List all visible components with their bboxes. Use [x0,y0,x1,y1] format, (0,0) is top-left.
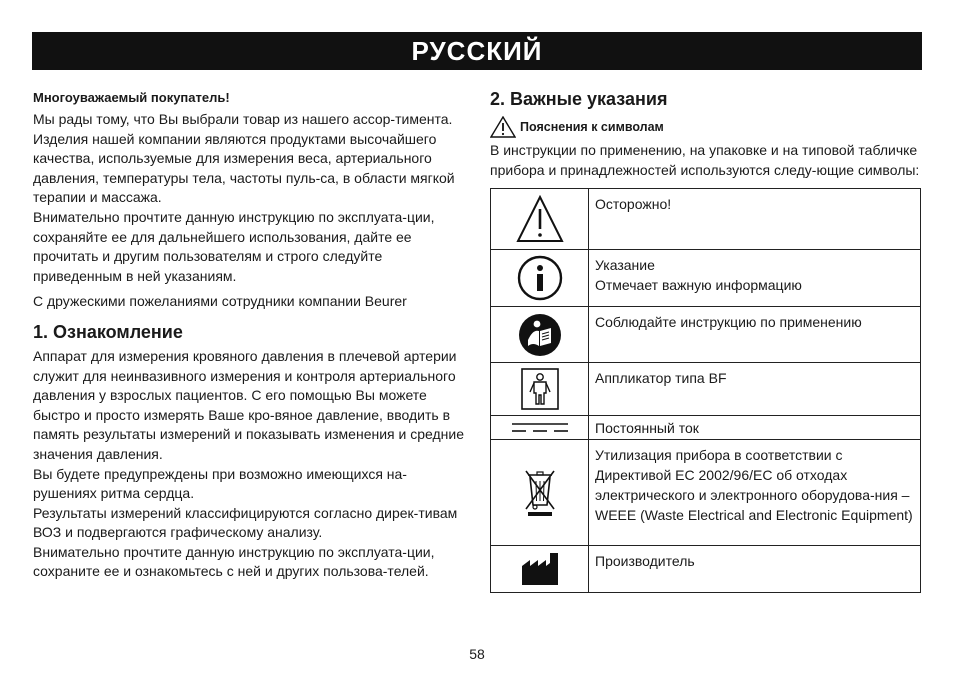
symbol-description [589,440,921,546]
symbol-follow-instructions-label: Соблюдайте инструкцию по применению [595,314,862,331]
table-row [491,546,921,593]
greeting: Многоуважаемый покупатель! [33,90,230,105]
table-row [491,416,921,440]
section-1-paragraph-4: Внимательно прочтите данную инструкцию по эксплуата-ции, сохраните ее и ознакомьтесь с ней и других пользова-телей. [33,543,435,580]
table-row [491,307,921,363]
language-header [32,32,922,70]
right-column [490,88,922,593]
table-row [491,250,921,307]
symbol-note-label: Указание [595,257,655,274]
symbol-cell [491,189,589,250]
symbol-cell [491,546,589,593]
symbol-cell [491,250,589,307]
page-number: 58 [469,646,485,662]
symbol-cell [491,440,589,546]
symbol-description [589,416,921,440]
intro-paragraph-2: Внимательно прочтите данную инструкцию по эксплуата-ции, сохраняйте ее для дальнейшего использования, дайте ее прочитать и другим пользователям и строго следуйте приведенным в ней указаниям. [33,208,435,284]
symbol-description [589,250,921,307]
symbol-manufacturer-label: Производитель [595,553,695,570]
info-icon [517,269,563,286]
left-column [33,88,465,582]
symbol-description [589,363,921,416]
section-1-paragraph: Аппарат для измерения кровяного давления в плечевой артерии служит для неинвазивного измерения и контроля артериального давления у взрослых пациентов. С его помощью Вы можете быстро и просто измерять Ваше кро-вяное давление, вводить в память результаты измерений и показывать изменения и средние значения давления. [33,347,464,462]
symbol-cell [491,307,589,363]
symbols-subheading [490,116,922,138]
intro-paragraph: Мы рады тому, что Вы выбрали товар из нашего ассор-тимента. Изделия нашей компании являются продуктами высочайшего качества, используемые для измерения веса, артериального давления, температуры тела, частоты пуль-са, в области мягкой терапии и массажа. [33,111,455,206]
symbols-table [490,188,921,593]
symbol-description [589,307,921,363]
manufacturer-icon [520,560,560,577]
warning-triangle-icon [516,210,564,227]
symbol-bf-label: Аппликатор типа BF [595,370,727,387]
table-row [491,189,921,250]
section-1-paragraph-3: Результаты измерений классифицируются согласно дирек-тивам ВОЗ и подвергаются графическому анализу. [33,504,458,541]
symbol-weee-label: Утилизация прибора в соответствии с Директивой ЕС 2002/96/EC об отходах электрического и электронного оборудова-ния – WEEE (Waste Electrical and Electronic Equipment) [595,447,913,524]
warning-triangle-icon [490,116,516,138]
language-title: РУССКИЙ [411,36,543,66]
section-2-title: 2. Важные указания [490,89,668,109]
table-row [491,440,921,546]
direct-current-icon [510,419,570,436]
symbols-subtitle: Пояснения к символам [520,120,664,134]
symbol-description [589,546,921,593]
symbol-cell [491,416,589,440]
closing-line: С дружескими пожеланиями сотрудники компании Beurer [33,293,407,310]
symbol-dc-label: Постоянный ток [595,420,699,437]
symbols-intro: В инструкции по применению, на упаковке и на типовой табличке прибора и принадлежностей используются следу-ющие символы: [490,142,920,178]
weee-bin-icon [524,484,556,501]
symbol-description [589,189,921,250]
read-manual-icon [518,326,562,343]
symbol-caution-label: Осторожно! [595,196,672,213]
symbol-note-detail: Отмечает важную информацию [595,277,802,294]
symbol-cell [491,363,589,416]
section-1-title: 1. Ознакомление [33,321,183,342]
table-row [491,363,921,416]
section-1-paragraph-2: Вы будете предупреждены при возможно имеющихся на-рушениях ритма сердца. [33,465,407,502]
type-bf-applicator-icon [521,380,559,397]
